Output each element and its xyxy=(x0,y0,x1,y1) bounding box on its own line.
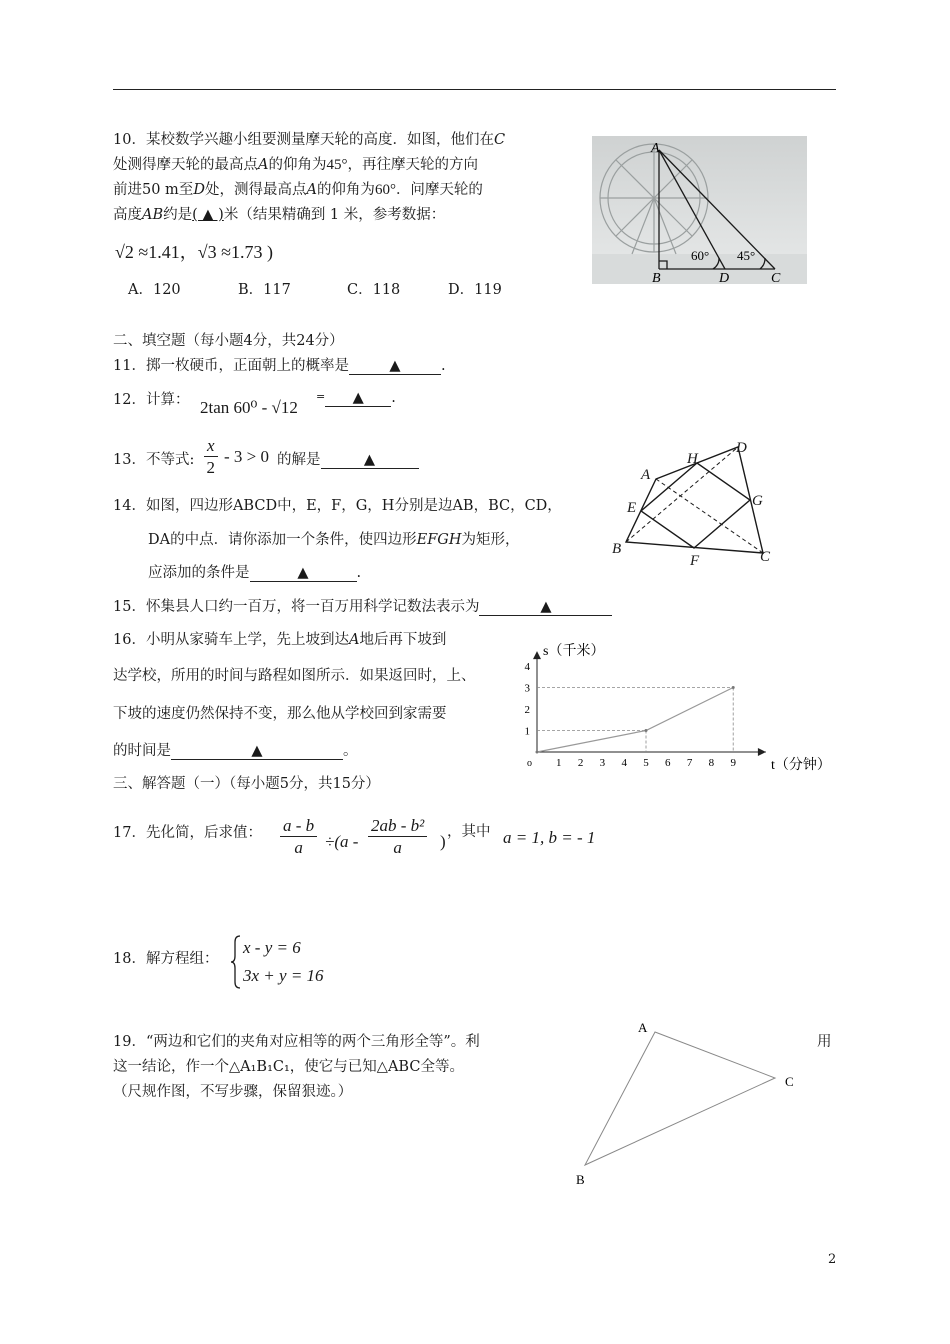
q10-option-d: D．119 xyxy=(448,282,502,298)
q14-line2: DA的中点．请你添加一个条件，使四边形EFGH为矩形， xyxy=(148,532,520,548)
y-tick-label: 3 xyxy=(524,682,530,695)
x-tick-label: 5 xyxy=(643,757,649,769)
q16-line1: 16．小明从家骑车上学，先上坡到达A地后再下坡到 xyxy=(113,632,447,648)
q15: 15．怀集县人口约一百万，将一百万用科学记数法表示为 ▲ xyxy=(113,595,612,616)
q10-option-c: C．118 xyxy=(347,282,401,298)
q18-equation-1: x - y = 6 xyxy=(243,938,301,957)
q10-line4: 高度AB约是( ▲ )米（结果精确到 1 米，参考数据： xyxy=(113,207,446,223)
q19-line3: （尺规作图，不写步骤，保留狠迹。） xyxy=(113,1084,353,1100)
q10-line2: 处测得摩天轮的最高点A的仰角为45°，再往摩天轮的方向 xyxy=(113,157,478,173)
x-tick-label: 7 xyxy=(686,757,693,769)
series-line xyxy=(537,688,733,753)
x-tick-label: 6 xyxy=(665,757,671,769)
q10-line3: 前进50 m至D处，测得最高点A的仰角为60°．问摩天轮的 xyxy=(113,182,483,198)
header-rule xyxy=(113,89,836,90)
quadrilateral-efgh xyxy=(641,463,750,548)
label-g: G xyxy=(752,493,763,509)
q10-option-b: B．117 xyxy=(238,282,291,298)
y-tick-label: 1 xyxy=(524,725,530,738)
q12-blank: ▲ xyxy=(325,390,391,407)
q12-answer: = ▲ . xyxy=(316,390,396,406)
q11: 11．掷一枚硬币，正面朝上的概率是 ▲ . xyxy=(113,358,446,374)
q10-line1: 10．某校数学兴趣小组要测量摩天轮的高度．如图，他们在C xyxy=(113,132,506,148)
x-tick-label: 3 xyxy=(599,757,606,769)
x-tick-label: 1 xyxy=(556,757,562,769)
label-d: D xyxy=(719,271,730,284)
label-b: B xyxy=(652,271,661,284)
q19-line1-tail: 用 xyxy=(817,1034,832,1050)
q17-fraction-1: $\frac{a - b}{a}$ xyxy=(280,816,317,859)
label-h: H xyxy=(687,451,698,467)
series-point xyxy=(645,729,648,732)
label-f: F xyxy=(690,553,700,569)
q18-equation-2: 3x + y = 16 xyxy=(243,966,324,985)
triangle-abc xyxy=(585,1032,775,1165)
triangle-abc-figure xyxy=(570,1015,810,1195)
system-brace xyxy=(230,934,242,990)
x-tick-label: 2 xyxy=(577,757,584,769)
q13-label: 13．不等式: xyxy=(113,452,195,468)
label-b: B xyxy=(576,1172,585,1187)
x-tick-label: 9 xyxy=(730,757,736,769)
label-angle-60: 60° xyxy=(691,248,710,263)
q14-blank: ▲ xyxy=(250,565,357,582)
x-tick-label: 4 xyxy=(621,757,627,769)
series-point xyxy=(732,686,735,689)
q16-blank: ▲ xyxy=(171,743,343,760)
label-a: A xyxy=(641,467,651,483)
q17-fraction-2: $\frac{\text{2ab - b²}}{a}$ xyxy=(368,816,427,859)
q12-expression: 2tan 60⁰ - √12 xyxy=(200,398,298,417)
q12-label: 12．计算： xyxy=(113,392,190,408)
quadrilateral-figure xyxy=(608,435,788,570)
y-tick-label: 2 xyxy=(524,704,530,716)
label-angle-45: 45° xyxy=(737,248,756,263)
q13-answer: 的解是 ▲ xyxy=(277,448,419,469)
y-axis-arrow xyxy=(533,651,541,659)
series-point xyxy=(536,751,539,754)
q10-ref-data: √2 ≈1.41，√3 ≈1.73 ) xyxy=(115,242,274,262)
q10-option-a: A．120 xyxy=(128,282,181,298)
q10-answer-blank: ( ▲ ) xyxy=(192,207,224,223)
q17-label: 17．先化简，后求值： xyxy=(113,825,262,841)
distance-time-chart xyxy=(515,638,845,778)
q19-line2: 这一结论，作一个△A₁B₁C₁，使它与已知△ABC全等。 xyxy=(113,1059,464,1075)
y-axis-label: s（千米） xyxy=(543,644,605,659)
x-tick-label: 8 xyxy=(708,757,715,769)
q17-close-paren: ) xyxy=(440,832,446,851)
q13-inequality: - 3 > 0 xyxy=(224,447,269,466)
x-axis-arrow xyxy=(758,748,766,756)
q18-label: 18．解方程组： xyxy=(113,951,219,967)
section-3-title: 三、解答题（一）（每小题5分，共15分） xyxy=(113,776,380,792)
q16-line4: 的时间是 ▲ 。 xyxy=(113,743,358,759)
q17-mid: ，其中 xyxy=(447,824,491,840)
q17-condition: a = 1, b = - 1 xyxy=(503,828,596,847)
q19-line1: 19．“两边和它们的夹角对应相等的两个三角形全等”。利 xyxy=(113,1034,480,1050)
q16-line3: 下坡的速度仍然保持不变，那么他从学校回到家需要 xyxy=(113,706,447,722)
q11-blank: ▲ xyxy=(349,358,441,375)
label-c: C xyxy=(771,271,781,284)
label-a: A xyxy=(638,1020,648,1035)
q16-line2: 达学校，所用的时间与路程如图所示．如果返回时，上、 xyxy=(113,668,476,684)
label-e: E xyxy=(627,500,637,516)
y-tick-label: 4 xyxy=(524,661,530,673)
origin-label: o xyxy=(527,758,532,769)
q13-fraction: $\frac{x}{2}$ xyxy=(204,436,218,479)
page-number: 2 xyxy=(828,1252,837,1267)
label-a: A xyxy=(651,141,660,156)
q17-operator: ÷(a - xyxy=(325,832,359,851)
label-c: C xyxy=(760,549,771,565)
label-d: D xyxy=(736,440,747,456)
q13-blank: ▲ xyxy=(321,452,419,469)
q15-blank: ▲ xyxy=(479,599,612,616)
label-b: B xyxy=(612,541,622,557)
x-axis-label: t（分钟） xyxy=(771,758,831,773)
q14-line1: 14．如图，四边形ABCD中，E，F，G，H分别是边AB，BC，CD， xyxy=(113,498,562,514)
label-c: C xyxy=(785,1074,794,1089)
ferris-wheel-figure xyxy=(592,136,807,284)
section-2-title: 二、填空题（每小题4分，共24分） xyxy=(113,333,344,349)
q14-line3: 应添加的条件是 ▲ . xyxy=(148,565,362,581)
